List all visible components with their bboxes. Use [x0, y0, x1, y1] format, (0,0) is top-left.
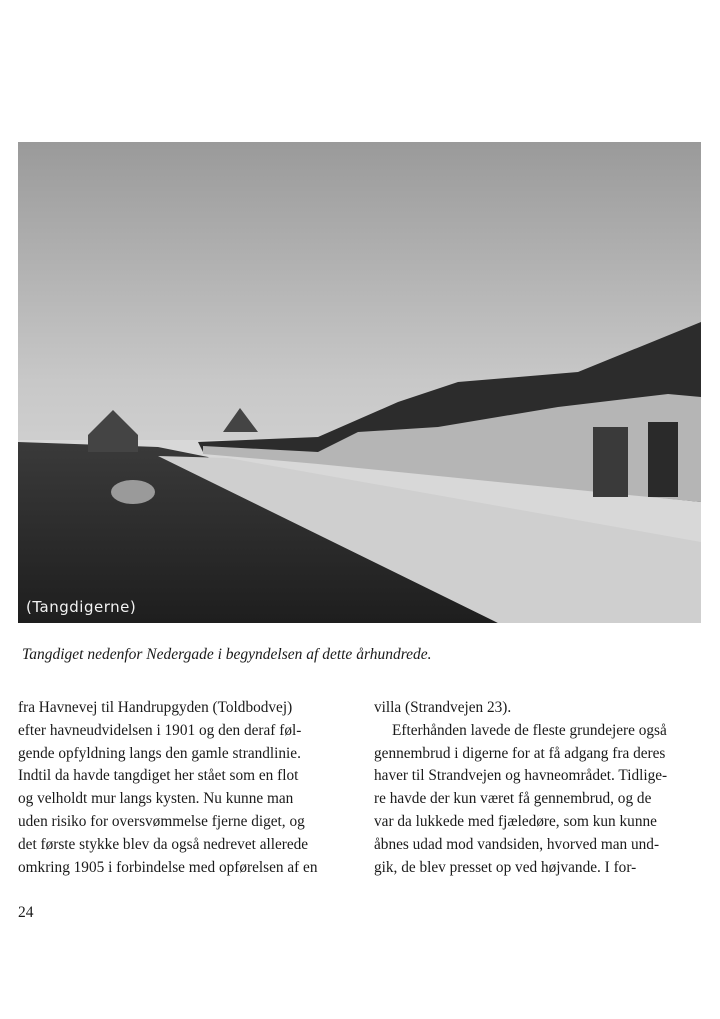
- text-column-left: [18, 697, 354, 879]
- text-line: Indtil da havde tangdiget her stået som en flot: [18, 767, 299, 785]
- photo-label: (Tangdigerne): [26, 598, 137, 616]
- text-line: fra Havnevej til Handrupgyden (Toldbodvej): [18, 699, 293, 716]
- text-line: re havde der kun været få gennembrud, og de: [374, 790, 652, 808]
- text-line: villa (Strandvejen 23).: [374, 699, 512, 716]
- text-line: gik, de blev presset op ved højvande. I for-: [374, 858, 637, 876]
- text-line: efter havneudvidelsen i 1901 og den deraf føl-: [18, 721, 302, 739]
- photo-caption: Tangdiget nedenfor Nedergade i begyndelsen af dette århundrede.: [22, 646, 432, 663]
- text-line: og velholdt mur langs kysten. Nu kunne man: [18, 790, 294, 808]
- text-line: gennembrud i digerne for at få adgang fra deres: [374, 744, 666, 762]
- text-line: omkring 1905 i forbindelse med opførelsen af en: [18, 858, 318, 876]
- text-line: gende opfyldning langs den gamle strandlinie.: [18, 744, 301, 762]
- text-column-right: [374, 697, 704, 879]
- text-line: åbnes udad mod vandsiden, hvorved man und-: [374, 835, 660, 853]
- text-line: Efterhånden lavede de fleste grundejere også: [392, 721, 667, 739]
- historical-photo: [18, 142, 701, 623]
- text-line: var da lukkede med fjæledøre, som kun kunne: [374, 812, 657, 830]
- page-number: 24: [18, 904, 34, 921]
- text-line: haver til Strandvejen og havneområdet. Tidlige-: [374, 767, 668, 785]
- text-line: det første stykke blev da også nedrevet allerede: [18, 835, 309, 853]
- text-line: uden risiko for oversvømmelse fjerne diget, og: [18, 812, 305, 830]
